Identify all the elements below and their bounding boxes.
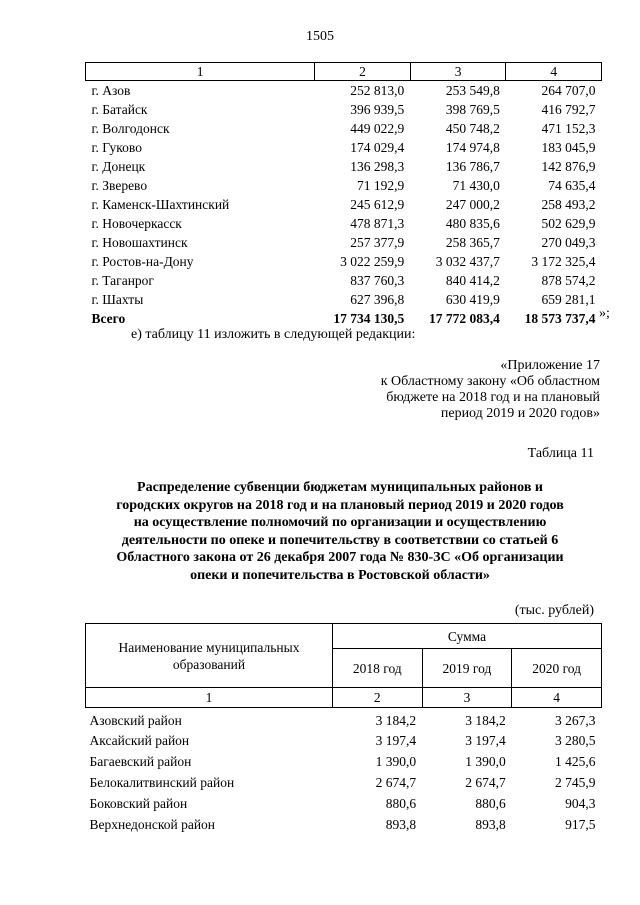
value-2018: 245 612,9 xyxy=(350,197,405,212)
year-header: 2019 год xyxy=(422,649,512,688)
table-row xyxy=(86,814,602,835)
table-row xyxy=(86,100,602,119)
value-2018: 3 184,2 xyxy=(375,713,417,728)
appendix-line: «Приложение 17 xyxy=(500,358,600,373)
value-2018: 627 396,8 xyxy=(350,292,405,307)
value-2018: 71 192,9 xyxy=(357,178,405,193)
value-2020: 904,3 xyxy=(565,796,596,811)
row-name: г. Шахты xyxy=(91,292,144,307)
table-row xyxy=(86,252,602,271)
value-2019: 450 748,2 xyxy=(445,121,500,136)
value-2020: 2 745,9 xyxy=(555,775,596,790)
value-2018: 1 390,0 xyxy=(375,754,417,769)
row-name: Аксайский район xyxy=(89,733,190,748)
table-row xyxy=(86,214,602,233)
value-2019: 247 000,2 xyxy=(445,197,500,212)
value-2019: 893,8 xyxy=(475,817,506,832)
appendix-line: к Областному закону «Об областном xyxy=(380,374,600,389)
heading-line: Областного закона от 26 декабря 2007 года № 830-ЗС «Об организации xyxy=(116,550,564,565)
value-2018: 880,6 xyxy=(385,796,417,811)
closing-quote: »; xyxy=(599,306,610,321)
value-2020: 502 629,9 xyxy=(541,216,596,231)
table-header-row xyxy=(86,63,602,81)
column-name-header: Наименование муниципальных образований xyxy=(86,624,333,688)
value-2019: 480 835,6 xyxy=(445,216,500,231)
column-number: 4 xyxy=(512,688,602,708)
table-row xyxy=(86,176,602,195)
year-header: 2020 год xyxy=(512,649,602,688)
row-name: г. Донецк xyxy=(91,159,146,174)
sum-header: Сумма xyxy=(332,624,601,649)
value-2020: 3 280,5 xyxy=(555,733,596,748)
total-2019: 17 772 083,4 xyxy=(429,311,500,326)
value-2018: 3 197,4 xyxy=(375,733,417,748)
value-2020: 74 635,4 xyxy=(548,178,596,193)
table-row xyxy=(86,119,602,138)
column-number: 2 xyxy=(315,63,411,81)
row-name: г. Гуково xyxy=(91,140,142,155)
total-label: Всего xyxy=(91,311,126,326)
value-2019: 136 786,7 xyxy=(445,159,500,174)
row-name: г. Новошахтинск xyxy=(91,235,188,250)
value-2018: 174 029,4 xyxy=(350,140,405,155)
value-2020: 659 281,1 xyxy=(541,292,596,307)
value-2020: 416 792,7 xyxy=(541,102,596,117)
table-row xyxy=(86,233,602,252)
column-number: 4 xyxy=(506,63,602,81)
districts-table xyxy=(85,623,602,835)
instruction-line: е) таблицу 11 изложить в следующей редакции: xyxy=(131,327,416,342)
table-label: Таблица 11 xyxy=(527,446,594,461)
row-name: г. Батайск xyxy=(91,102,148,117)
row-name: Багаевский район xyxy=(89,754,192,769)
appendix-line: период 2019 и 2020 годов» xyxy=(440,406,600,421)
value-2018: 257 377,9 xyxy=(350,235,405,250)
total-2018: 17 734 130,5 xyxy=(333,311,405,326)
value-2019: 258 365,7 xyxy=(445,235,500,250)
value-2019: 1 390,0 xyxy=(465,754,506,769)
table-row xyxy=(86,157,602,176)
appendix-note xyxy=(330,358,600,422)
value-2020: 3 267,3 xyxy=(555,713,596,728)
page-number: 1505 xyxy=(306,29,334,44)
heading-line: Распределение субвенции бюджетам муниципальных районов и xyxy=(137,480,543,495)
column-number: 1 xyxy=(86,63,315,81)
value-2019: 840 414,2 xyxy=(445,273,500,288)
value-2019: 3 032 437,7 xyxy=(435,254,500,269)
row-name: г. Новочеркасск xyxy=(91,216,182,231)
row-name: г. Таганрог xyxy=(91,273,154,288)
table-row xyxy=(86,772,602,793)
value-2019: 398 769,5 xyxy=(445,102,500,117)
header-row-top xyxy=(86,624,602,649)
column-number: 3 xyxy=(422,688,512,708)
heading-line: деятельности по опеке и попечительству в соответствии со статьей 6 xyxy=(121,532,559,548)
column-numbers-row xyxy=(86,688,602,708)
total-row xyxy=(86,309,602,328)
heading-line: на осуществление полномочий по организации и осуществлению xyxy=(133,515,547,530)
value-2019: 3 184,2 xyxy=(465,713,506,728)
appendix-line: бюджете на 2018 год и на плановый xyxy=(386,390,600,405)
total-2020: 18 573 737,4 xyxy=(524,311,596,326)
value-2020: 258 493,2 xyxy=(541,197,596,212)
table-row xyxy=(86,81,602,101)
value-2019: 880,6 xyxy=(475,796,506,811)
year-header: 2018 год xyxy=(332,649,422,688)
value-2019: 253 549,8 xyxy=(445,83,500,98)
value-2020: 183 045,9 xyxy=(541,140,596,155)
value-2018: 3 022 259,9 xyxy=(340,254,405,269)
value-2020: 270 049,3 xyxy=(541,235,596,250)
table-row xyxy=(86,708,602,731)
value-2020: 3 172 325,4 xyxy=(531,254,596,269)
units-label: (тыс. рублей) xyxy=(514,603,594,618)
column-number: 3 xyxy=(410,63,506,81)
row-name: г. Азов xyxy=(91,83,131,98)
value-2019: 3 197,4 xyxy=(465,733,506,748)
cities-table xyxy=(85,62,602,328)
row-name: г. Каменск-Шахтинский xyxy=(91,197,230,212)
row-name: г. Зверево xyxy=(91,178,148,193)
value-2018: 478 871,3 xyxy=(350,216,405,231)
column-number: 2 xyxy=(332,688,422,708)
value-2020: 917,5 xyxy=(565,817,596,832)
table-row xyxy=(86,271,602,290)
value-2020: 264 707,0 xyxy=(541,83,596,98)
row-name: Белокалитвинский район xyxy=(89,775,235,790)
row-name: г. Волгодонск xyxy=(91,121,170,136)
heading-line: опеки и попечительства в Ростовской области» xyxy=(190,567,490,583)
value-2020: 1 425,6 xyxy=(555,754,596,769)
value-2018: 2 674,7 xyxy=(375,775,417,790)
row-name: Азовский район xyxy=(89,713,182,728)
value-2018: 837 760,3 xyxy=(350,273,405,288)
table-heading xyxy=(80,479,600,584)
heading-line: городских округов на 2018 год и на плановый период 2019 и 2020 годов xyxy=(116,497,564,513)
value-2019: 174 974,8 xyxy=(445,140,500,155)
table-row xyxy=(86,290,602,309)
row-name: г. Ростов-на-Дону xyxy=(91,254,194,269)
value-2018: 136 298,3 xyxy=(350,159,405,174)
table-row xyxy=(86,730,602,751)
value-2019: 2 674,7 xyxy=(465,775,506,790)
value-2019: 630 419,9 xyxy=(445,292,500,307)
value-2019: 71 430,0 xyxy=(452,178,500,193)
value-2018: 252 813,0 xyxy=(350,83,405,98)
row-name: Верхнедонской район xyxy=(89,817,216,832)
column-number: 1 xyxy=(86,688,333,708)
table-row xyxy=(86,793,602,814)
value-2020: 878 574,2 xyxy=(541,273,596,288)
table-row xyxy=(86,751,602,772)
table-row xyxy=(86,138,602,157)
value-2018: 449 022,9 xyxy=(350,121,405,136)
value-2018: 893,8 xyxy=(385,817,417,832)
value-2020: 142 876,9 xyxy=(541,159,596,174)
value-2020: 471 152,3 xyxy=(541,121,596,136)
table-row xyxy=(86,195,602,214)
value-2018: 396 939,5 xyxy=(350,102,405,117)
row-name: Боковский район xyxy=(89,796,188,811)
